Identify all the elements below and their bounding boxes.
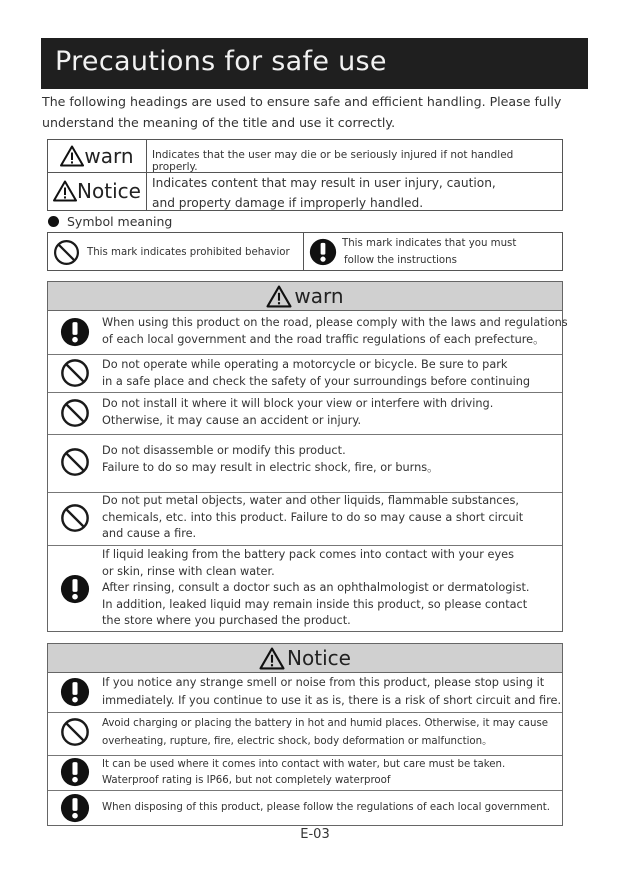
prohibited-icon [53,239,80,266]
definition-notice [48,172,562,210]
instruction-meaning-line: follow the instructions [344,255,457,266]
safety-row [48,310,568,355]
safety-row [48,672,562,713]
warning-triangle-icon [60,145,84,167]
warning-triangle-icon [266,285,292,308]
safety-row-text [102,443,438,476]
safety-row-line: chemicals, etc. into this product. Failure to do so may cause a short circuit [102,510,524,524]
prohibited-meaning: This mark indicates prohibited behavior [87,247,290,258]
safety-row-line: Do not disassemble or modify this product. [102,444,346,457]
definition-box [47,139,563,211]
safety-row-text [102,396,493,429]
safety-row-line: If you notice any strange smell or noise from this product, please stop using it [102,676,545,689]
safety-row-line: immediately. If you continue to use it as is, there is a risk of short circuit and fire. [102,694,562,707]
warn-section-header [48,282,562,311]
notice-section [47,643,563,826]
instruction-icon [309,238,337,266]
definition-text-line: Indicates content that may result in user injury, caution, [152,176,496,190]
safety-row-line: When using this product on the road, please comply with the laws and regulations [102,316,568,329]
safety-row-text [102,715,548,751]
safety-row-line: Otherwise, it may cause an accident or injury. [102,413,362,427]
section-title: Notice [287,646,351,670]
safety-row-line: overheating, rupture, fire, electric shock, body deformation or malfunction。 [102,736,493,747]
prohibited-icon [60,398,90,428]
notice-section-header [48,644,562,673]
safety-row-text [102,547,529,630]
safety-row [48,354,562,393]
safety-row-line: Failure to do so may result in electric shock, fire, or burns。 [102,460,439,474]
safety-row-line: After rinsing, consult a doctor such as an ophthalmologist or dermatologist. [102,581,530,594]
prohibited-icon [60,358,90,388]
instruction-icon [60,317,90,347]
safety-row [48,434,562,493]
instruction-meaning-line: This mark indicates that you must [342,238,517,249]
safety-row [48,492,562,546]
safety-row-text [102,757,505,789]
instruction-icon [60,677,90,707]
prohibited-icon [60,717,90,747]
prohibited-icon [60,503,90,533]
warning-triangle-icon [53,180,77,202]
definition-text: Indicates that the user may die or be seriously injured if not handled properly. [152,149,514,173]
definition-label: warn [84,144,134,168]
safety-row-line: When disposing of this product, please follow the regulations of each local government. [102,802,550,813]
safety-row-line: Do not put metal objects, water and other liquids, flammable substances, [102,494,519,507]
safety-row-text [102,315,568,348]
symbol-meaning-heading: Symbol meaning [48,214,172,229]
intro-text: The following headings are used to ensure safe and efficient handling. Please fully understand the meaning of the title and use it correctly. [42,94,562,130]
instruction-icon [60,793,90,823]
symbol-legend [47,232,563,271]
definition-label: Notice [77,179,141,203]
page-title: Precautions for safe use [55,46,387,77]
bullet-icon [48,216,59,227]
safety-row-line: the store where you purchased the product. [102,614,351,627]
safety-row-text [102,493,523,543]
safety-row-text [102,674,561,710]
safety-row-line: in a safe place and check the safety of your surroundings before continuing [102,374,531,388]
safety-row [48,755,562,791]
safety-row-line: of each local government and the road traffic regulations of each prefecture。 [102,332,545,346]
safety-row [48,790,562,826]
title-bar [41,38,588,89]
safety-row-text [102,357,530,390]
definition-warn [48,140,562,173]
section-title: warn [294,284,344,308]
safety-row [48,545,562,631]
safety-row-line: If liquid leaking from the battery pack comes into contact with your eyes [102,548,514,561]
safety-row-line: Avoid charging or placing the battery in hot and humid places. Otherwise, it may cause [102,718,549,729]
instruction-icon [60,574,90,604]
warn-section [47,281,568,632]
safety-row-text [102,800,550,817]
safety-row-line: and cause a fire. [102,527,197,540]
safety-row [48,392,562,435]
safety-row-line: Do not install it where it will block your view or interfere with driving. [102,397,494,410]
safety-row-line: Waterproof rating is IP66, but not completely waterproof [102,775,391,786]
definition-text-line: and property damage if improperly handled. [152,196,424,210]
safety-row-line: Do not operate while operating a motorcycle or bicycle. Be sure to park [102,358,508,371]
instruction-icon [60,757,90,787]
page-number: E-03 [300,827,330,842]
prohibited-icon [60,447,90,477]
warning-triangle-icon [259,647,285,670]
safety-row [48,712,562,756]
safety-row-line: In addition, leaked liquid may remain inside this product, so please contact [102,597,528,611]
safety-row-line: It can be used where it comes into contact with water, but care must be taken. [102,759,506,770]
safety-row-line: or skin, rinse with clean water. [102,564,275,578]
